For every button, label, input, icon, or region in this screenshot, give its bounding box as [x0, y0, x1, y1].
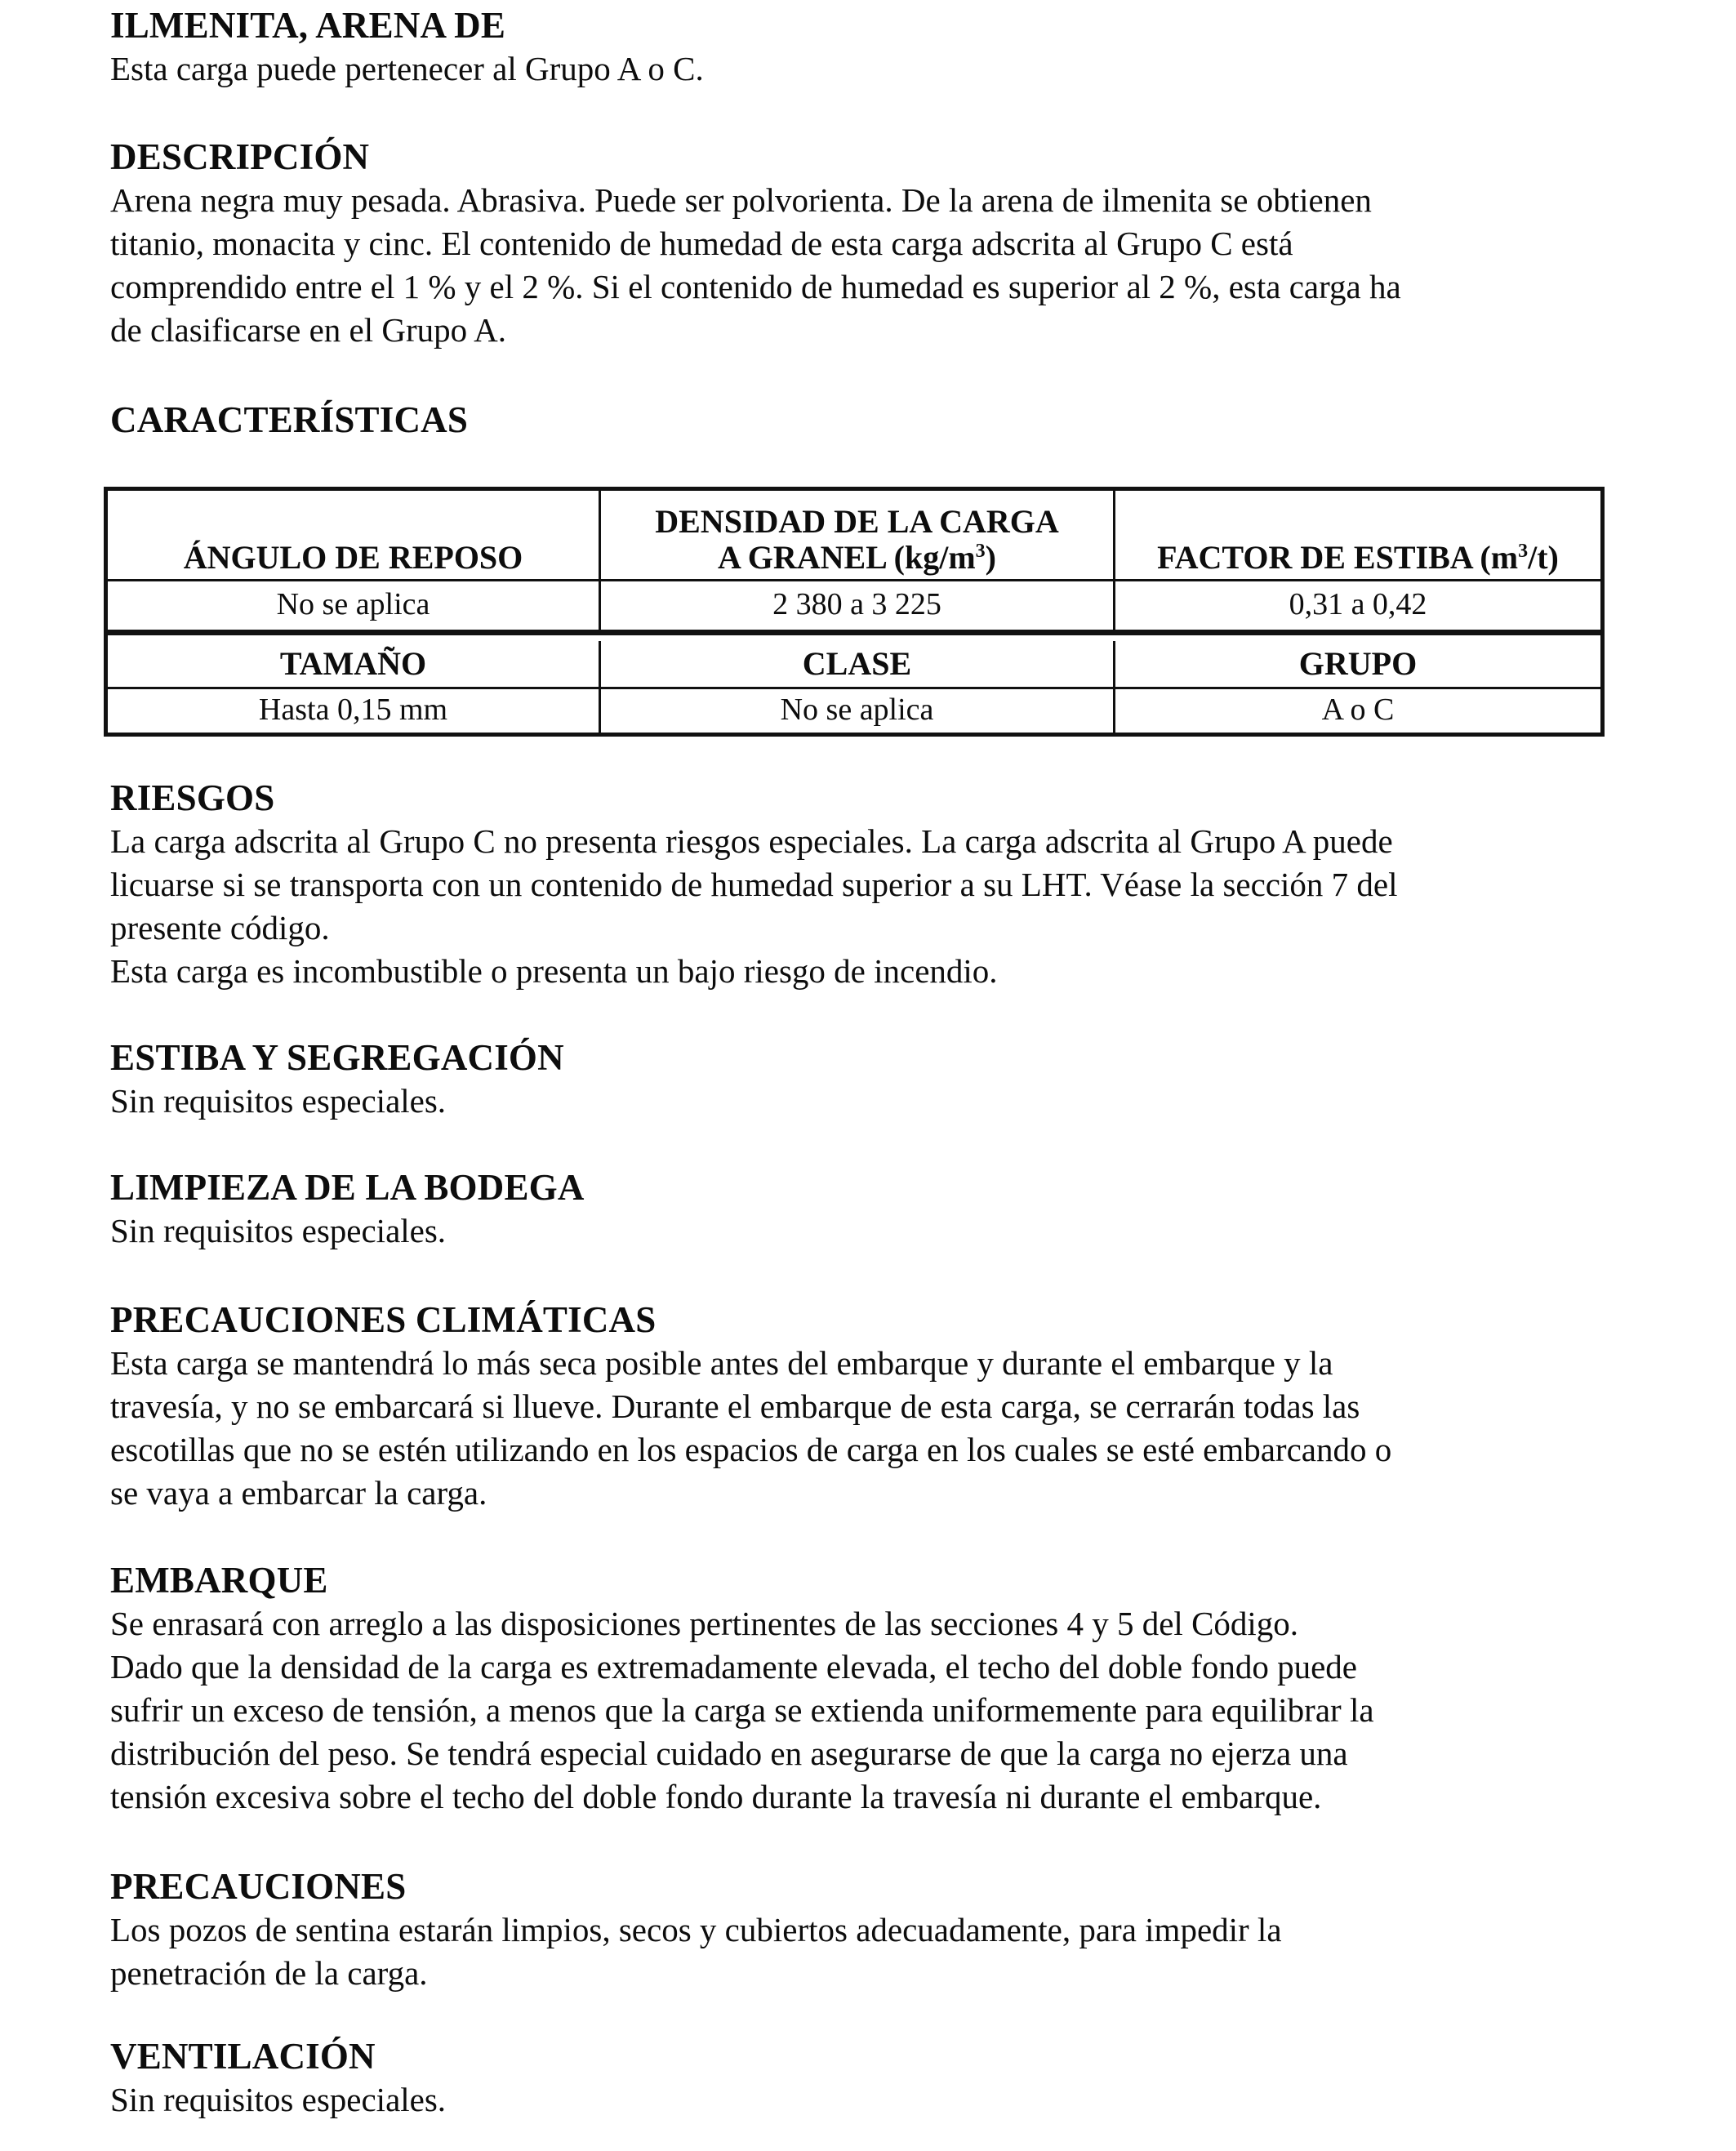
climaticas-line: escotillas que no se estén utilizando en los espacios de carga en los cuales se esté embarcando o: [110, 1431, 1392, 1468]
table-row: [108, 579, 1600, 635]
value-densidad: 2 380 a 3 225: [601, 579, 1115, 630]
header-factor-close: /t): [1528, 539, 1559, 576]
embarque-line: sufrir un exceso de tensión, a menos que la carga se extienda uniformemente para equilibrar la: [110, 1691, 1374, 1729]
embarque-section: [110, 1558, 1596, 1819]
header-clase: CLASE: [601, 641, 1115, 687]
header-section: [110, 3, 1596, 91]
riesgos-line: Esta carga es incombustible o presenta un bajo riesgo de incendio.: [110, 952, 998, 990]
header-angulo: [108, 491, 601, 579]
precauciones-section: [110, 1864, 1596, 1995]
caracteristicas-section: [110, 398, 1596, 442]
estiba-text: Sin requisitos especiales.: [110, 1082, 447, 1120]
riesgos-line: presente código.: [110, 909, 330, 946]
climaticas-line: Esta carga se mantendrá lo más seca posible antes del embarque y durante el embarque y la: [110, 1344, 1333, 1382]
climaticas-line: se vaya a embarcar la carga.: [110, 1474, 487, 1512]
header-factor-sup: 3: [1518, 541, 1529, 562]
climaticas-line: travesía, y no se embarcará si llueve. Durante el embarque de esta carga, se cerrarán todas las: [110, 1387, 1360, 1425]
embarque-heading: EMBARQUE: [110, 1560, 328, 1601]
climaticas-heading: PRECAUCIONES CLIMÁTICAS: [110, 1299, 657, 1340]
table-row: [108, 687, 1600, 733]
precauciones-line: Los pozos de sentina estarán limpios, secos y cubiertos adecuadamente, para impedir la: [110, 1911, 1282, 1948]
value-clase: No se aplica: [601, 687, 1115, 733]
embarque-line: tensión excesiva sobre el techo del doble fondo durante la travesía ni durante el embarque.: [110, 1778, 1322, 1815]
header-factor-text: [1157, 540, 1559, 576]
characteristics-table: [104, 487, 1605, 737]
value-factor: 0,31 a 0,42: [1289, 587, 1427, 621]
limpieza-text: Sin requisitos especiales.: [110, 1212, 447, 1249]
header-grupo: GRUPO: [1298, 645, 1418, 682]
riesgos-heading: RIESGOS: [110, 777, 275, 818]
header-tamano: TAMAÑO: [108, 641, 601, 687]
ventilacion-section: [110, 2034, 1596, 2122]
precauciones-heading: PRECAUCIONES: [110, 1866, 407, 1907]
descripcion-line: titanio, monacita y cinc. El contenido de humedad de esta carga adscrita al Grupo C está: [110, 225, 1293, 262]
limpieza-section: [110, 1165, 1596, 1253]
descripcion-line: de clasificarse en el Grupo A.: [110, 311, 506, 349]
riesgos-section: [110, 776, 1596, 993]
caracteristicas-heading: CARACTERÍSTICAS: [110, 399, 469, 440]
header-densidad-sup: 3: [975, 541, 986, 562]
header-densidad-unit: A GRANEL (kg/m: [718, 539, 976, 576]
descripcion-heading: DESCRIPCIÓN: [110, 136, 370, 177]
ventilacion-text: Sin requisitos especiales.: [110, 2081, 447, 2118]
estiba-section: [110, 1035, 1596, 1123]
ventilacion-heading: VENTILACIÓN: [110, 2036, 376, 2077]
embarque-line: Dado que la densidad de la carga es extremadamente elevada, el techo del doble fondo puede: [110, 1648, 1357, 1686]
descripcion-line: comprendido entre el 1 % y el 2 %. Si el contenido de humedad es superior al 2 %, esta carga ha: [110, 268, 1401, 305]
header-densidad-line1: DENSIDAD DE LA CARGA: [655, 503, 1059, 540]
descripcion-line: Arena negra muy pesada. Abrasiva. Puede ser polvorienta. De la arena de ilmenita se obtienen: [110, 181, 1372, 219]
riesgos-line: La carga adscrita al Grupo C no presenta riesgos especiales. La carga adscrita al Grupo A puede: [110, 822, 1393, 860]
value-angulo: No se aplica: [108, 579, 601, 630]
page-subtitle: Esta carga puede pertenecer al Grupo A o C.: [110, 50, 704, 87]
header-factor: [1115, 491, 1600, 579]
page-title: ILMENITA, ARENA DE: [110, 5, 506, 46]
header-factor-label: FACTOR DE ESTIBA (m: [1157, 539, 1519, 576]
riesgos-line: licuarse si se transporta con un contenido de humedad superior a su LHT. Véase la sección 7 del: [110, 866, 1398, 903]
value-tamano: Hasta 0,15 mm: [108, 687, 601, 733]
climaticas-section: [110, 1298, 1596, 1515]
table-header-row: [108, 491, 1600, 581]
header-densidad-line2: [718, 540, 996, 576]
embarque-line: distribución del peso. Se tendrá especial cuidado en asegurarse de que la carga no ejerza una: [110, 1735, 1348, 1772]
header-densidad: [601, 491, 1115, 579]
descripcion-section: [110, 135, 1596, 352]
precauciones-line: penetración de la carga.: [110, 1954, 428, 1992]
header-densidad-close: ): [985, 539, 996, 576]
estiba-heading: ESTIBA Y SEGREGACIÓN: [110, 1037, 564, 1078]
header-angulo-text: ÁNGULO DE REPOSO: [183, 539, 523, 576]
limpieza-heading: LIMPIEZA DE LA BODEGA: [110, 1167, 585, 1208]
value-grupo: A o C: [1321, 693, 1395, 727]
embarque-line: Se enrasará con arreglo a las disposiciones pertinentes de las secciones 4 y 5 del Código.: [110, 1605, 1299, 1642]
table-header-row: [108, 641, 1600, 689]
